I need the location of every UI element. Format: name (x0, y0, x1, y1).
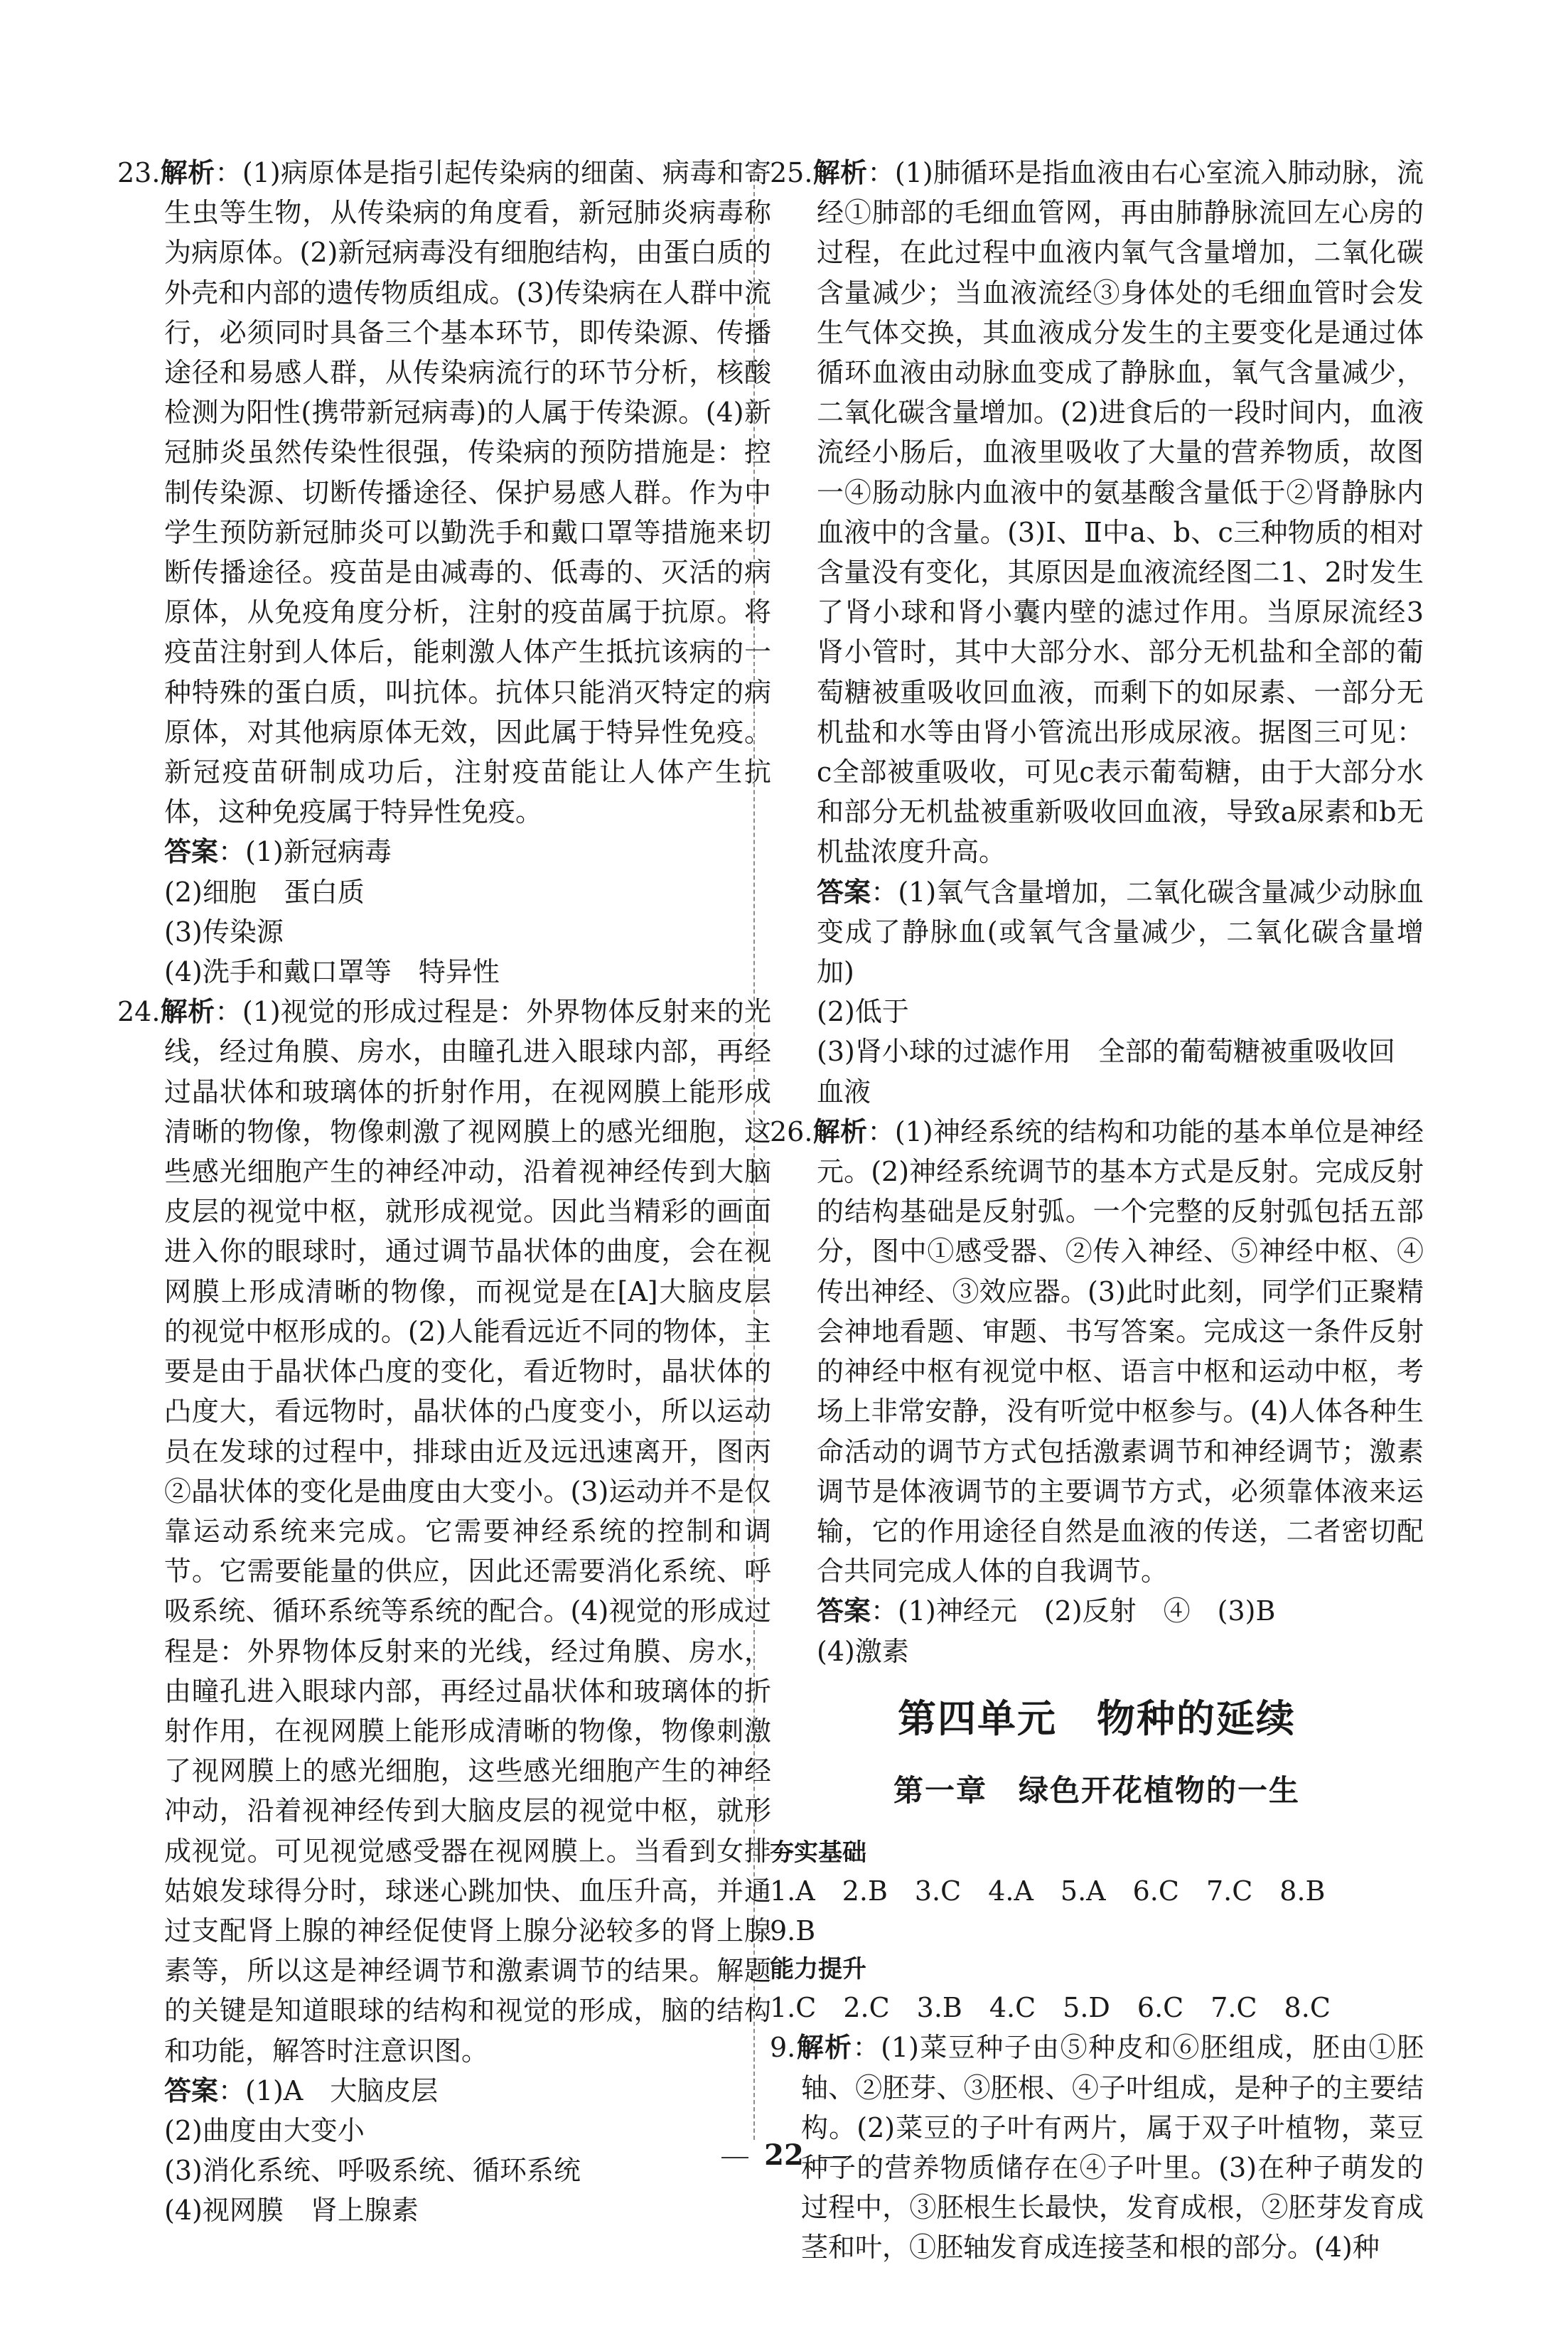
choice-answers-line: 9.B (770, 1914, 816, 1946)
footer-dash-left (721, 2157, 748, 2158)
question-number: 23. (117, 157, 161, 188)
answer-line: (3)消化系统、呼吸系统、循环系统 (164, 2155, 581, 2187)
page-footer (0, 2138, 1568, 2172)
unit-title: 第四单元 物种的延续 (898, 1696, 1296, 1741)
answer-line: (4)激素 (817, 1635, 909, 1667)
question-number: 24. (117, 996, 161, 1028)
answer-line: (2)低于 (817, 996, 909, 1028)
analysis-text: ：(1)神经系统的结构和功能的基本单位是神经元。(2)神经系统调节的基本方式是反射。完成反射的结构基础是反射弧。一个完整的反射弧包括五部分，图中①感受器、②传入神经、⑤神经中枢、④传出神经、③效应器。(3)此时此刻，同学们正聚精会神地看题、审题、书写答案。完成这一条件反射的神经中枢有视觉中枢、语言中枢和运动中枢，考场上非常安静，没有听觉中枢参与。(4)人体各种生命活动的调节方式包括激素调节和神经调节；激素调节是体液调节的主要调节方式，必须靠体液来运输，它的作用途径自然是血液的传送，二者密切配合共同完成人体的自我调节。 (817, 1115, 1424, 1587)
question-23-answer (117, 832, 771, 872)
answer-line: ：(1)新冠病毒 (218, 836, 392, 868)
question-25-analysis (770, 153, 1424, 872)
choice-answers-line: 1.A 2.B 3.C 4.A 5.A 6.C 7.C 8.B (770, 1875, 1326, 1907)
analysis-label: 解析 (160, 996, 215, 1028)
answer-text: ：(1)氧气含量增加，二氧化碳含量减少动脉血变成了静脉血(或氧气含量减少，二氧化碳含量增加) (817, 876, 1424, 988)
question-23-analysis (117, 153, 771, 832)
chapter-title: 第一章 绿色开花植物的一生 (893, 1772, 1300, 1808)
answer-label: 答案 (817, 876, 871, 908)
analysis-text: ：(1)肺循环是指血液由右心室流入肺动脉，流经①肺部的毛细血管网，再由肺静脉流回左心房的过程，在此过程中血液内氧气含量增加，二氧化碳含量减少；当血液流经③身体处的毛细血管时会发生气体交换，其血液成分发生的主要变化是通过体循环血液由动脉血变成了静脉血，氧气含量减少，二氧化碳含量增加。(2)进食后的一段时间内，血液流经小肠后，血液里吸收了大量的营养物质，故图一④肠动脉内血液中的氨基酸含量低于②肾静脉内血液中的含量。(3)Ⅰ、Ⅱ中a、b、c三种物质的相对含量没有变化，其原因是血液流经图二1、2时发生了肾小球和肾小囊内壁的滤过作用。当原尿流经3肾小管时，其中大部分水、部分无机盐和全部的葡萄糖被重吸收回血液，而剩下的如尿素、一部分无机盐和水等由肾小管流出形成尿液。据图三可见：c全部被重吸收，可见c表示葡萄糖，由于大部分水和部分无机盐被重新吸收回血液，导致a尿素和b无机盐浓度升高。 (817, 157, 1424, 868)
page-number: 22 (764, 2138, 804, 2172)
analysis-text: ：(1)视觉的形成过程是：外界物体反射来的光线，经过角膜、房水，由瞳孔进入眼球内部，再经过晶状体和玻璃体的折射作用，在视网膜上能形成清晰的物像，物像刺激了视网膜上的感光细胞，这些感光细胞产生的神经冲动，沿着视神经传到大脑皮层的视觉中枢，就形成视觉。因此当精彩的画面进入你的眼球时，通过调节晶状体的曲度，会在视网膜上形成清晰的物像，而视觉是在[A]大脑皮层的视觉中枢形成的。(2)人能看远近不同的物体，主要是由于晶状体凸度的变化，看近物时，晶状体的凸度大，看远物时，晶状体的凸度变小，所以运动员在发球的过程中，排球由近及远迅速离开，图丙②晶状体的变化是曲度由大变小。(3)运动并不是仅靠运动系统来完成。它需要神经系统的控制和调节。它需要能量的供应，因此还需要消化系统、呼吸系统、循环系统等系统的配合。(4)视觉的形成过程是：外界物体反射来的光线，经过角膜、房水，由瞳孔进入眼球内部，再经过晶状体和玻璃体的折射作用，在视网膜上能形成清晰的物像，物像刺激了视网膜上的感光细胞，这些感光细胞产生的神经冲动，沿着视神经传到大脑皮层的视觉中枢，就形成视觉。可见视觉感受器在视网膜上。当看到女排姑娘发球得分时，球迷心跳加快、血压升高，并通过支配肾上腺的神经促使肾上腺分泌较多的肾上腺素等，所以这是神经调节和激素调节的结果。解题的关键是知道眼球的结构和视觉的形成，脑的结构和功能，解答时注意识图。 (164, 996, 771, 2067)
left-column (117, 153, 771, 2231)
answer-line: ：(1)A 大脑皮层 (218, 2074, 439, 2106)
question-number: 9. (770, 2032, 796, 2064)
question-26-answer (770, 1591, 1424, 1631)
answer-line: ：(1)神经元 (2)反射 ④ (3)B (871, 1595, 1276, 1627)
answer-line: (3)传染源 (164, 916, 284, 948)
analysis-label: 解析 (160, 157, 215, 188)
question-number: 26. (770, 1115, 813, 1147)
answer-line: (2)曲度由大变小 (164, 2114, 365, 2146)
analysis-text: ：(1)病原体是指引起传染病的细菌、病毒和寄生虫等生物，从传染病的角度看，新冠肺炎病毒称为病原体。(2)新冠病毒没有细胞结构，由蛋白质的外壳和内部的遗传物质组成。(3)传染病在人群中流行，必须同时具备三个基本环节，即传染源、传播途径和易感人群，从传染病流行的环节分析，核酸检测为阳性(携带新冠病毒)的人属于传染源。(4)新冠肺炎虽然传染性很强，传染病的预防措施是：控制传染源、切断传播途径、保护易感人群。作为中学生预防新冠肺炎可以勤洗手和戴口罩等措施来切断传播途径。疫苗是由减毒的、低毒的、灭活的病原体，从免疫角度分析，注射的疫苗属于抗原。将疫苗注射到人体后，能刺激人体产生抵抗该病的一种特殊的蛋白质，叫抗体。抗体只能消灭特定的病原体，对其他病原体无效，因此属于特异性免疫。新冠疫苗研制成功后，注射疫苗能让人体产生抗体，这种免疫属于特异性免疫。 (164, 157, 771, 828)
answer-label: 答案 (164, 836, 219, 868)
answer-line: (4)视网膜 肾上腺素 (164, 2195, 419, 2227)
answer-line: (4)洗手和戴口罩等 特异性 (164, 956, 500, 988)
question-24-analysis (117, 992, 771, 2070)
question-25-answer (770, 872, 1424, 992)
question-number: 25. (770, 157, 813, 188)
answer-line: 血液 (817, 1076, 871, 1108)
question-26-analysis (770, 1112, 1424, 1591)
analysis-label: 解析 (795, 2032, 853, 2064)
question-24-answer (117, 2071, 771, 2111)
answer-label: 答案 (164, 2074, 219, 2106)
right-column (770, 153, 1424, 2268)
footer-dash-right (820, 2157, 847, 2158)
answer-label: 答案 (817, 1595, 871, 1627)
section-heading-advanced: 能力提升 (770, 1955, 866, 1984)
choice-answers-line: 1.C 2.C 3.B 4.C 5.D 6.C 7.C 8.C (770, 1992, 1331, 2024)
answer-line: (3)肾小球的过滤作用 全部的葡萄糖被重吸收回 (817, 1036, 1395, 1068)
section-heading-basics: 夯实基础 (770, 1838, 866, 1867)
analysis-label: 解析 (812, 157, 868, 188)
analysis-label: 解析 (812, 1115, 868, 1147)
analysis-text: ：(1)菜豆种子由⑤种皮和⑥胚组成，胚由①胚轴、②胚芽、③胚根、④子叶组成，是种子的主要结构。(2)菜豆的子叶有两片，属于双子叶植物，菜豆种子的营养物质储存在④子叶里。(3)在种子萌发的过程中，③胚根生长最快，发育成根，②胚芽发育成茎和叶，①胚轴发育成连接茎和根的部分。(4)种 (801, 2032, 1424, 2264)
answer-line: (2)细胞 蛋白质 (164, 876, 365, 908)
